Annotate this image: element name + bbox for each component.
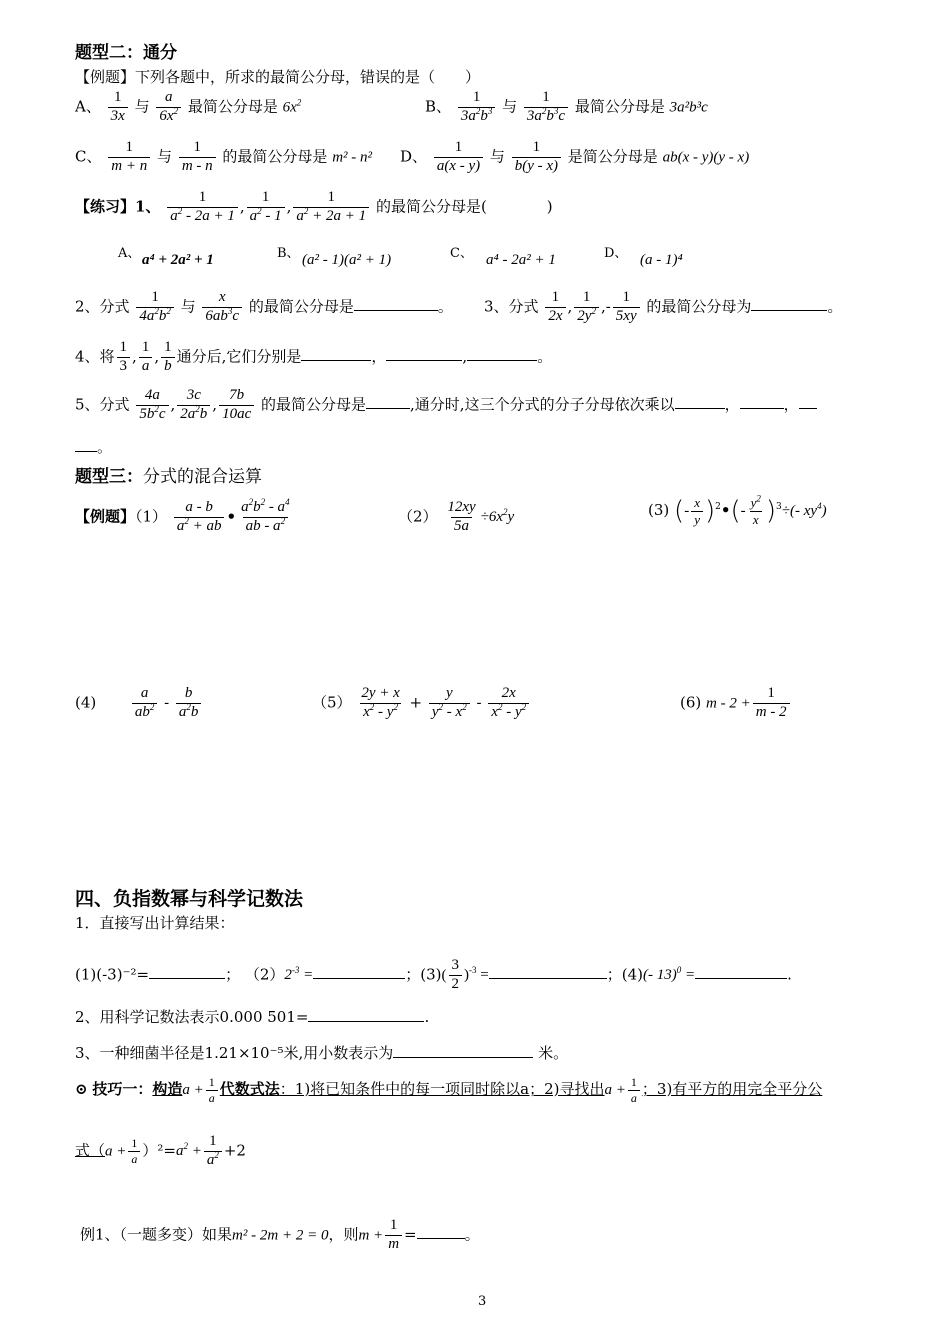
- option-c: C、 $\frac{1}{m + n}$ 与 $\frac{1}{m - n}$ 的最简公分母是 m² - n²: [75, 139, 373, 174]
- tip-formula: 式（a + $\frac{1}{a}$ ）$^2=a^2$ + $\frac{1}{a^2}$ +2: [75, 1133, 246, 1168]
- p1-option-b-value: (a² - 1)(a² + 1): [302, 252, 392, 268]
- fraction: $\frac{a}{6x^2}$: [156, 90, 181, 125]
- fraction: $\frac{a - b}{a^2 + ab}$: [174, 500, 225, 535]
- answer-blank[interactable]: [489, 964, 607, 979]
- example-1: 例1、（一题多变）如果m² - 2m + 2 = 0，则m + $\frac{1}{m}$ = 。: [80, 1217, 480, 1252]
- fraction: $\frac{12xy}{5a}$: [447, 499, 476, 534]
- fraction: $\frac{1}{m - n}$: [179, 140, 216, 175]
- answer-blank[interactable]: [393, 1043, 533, 1058]
- section4-q3: 3、一种细菌半径是1.21×10⁻⁵米,用小数表示为 米。: [75, 1044, 569, 1062]
- section2-title: 题型二：通分: [75, 43, 177, 63]
- fraction: $\frac{1}{a}$: [128, 1137, 140, 1165]
- section4-q2: 2、用科学记数法表示0.000 501= .: [75, 1008, 430, 1026]
- question-3: 3、分式 $\frac{1}{2x}$ , $\frac{1}{2y^2}$ ,- $\frac{1}{5xy}$ 的最简公分母为 。: [484, 289, 843, 324]
- p1-option-a-value: a⁴ + 2a² + 1: [142, 252, 214, 268]
- example-question: 【例题】下列各题中，所求的最简公分母，错误的是（ ）: [75, 68, 481, 86]
- option-b: B、 $\frac{1}{3a^2b^3}$ 与 $\frac{1}{3a^2b^3c}$ 最简公分母是 3a²b³c: [425, 89, 708, 124]
- fraction: $\frac{1}{a}$: [628, 1076, 640, 1104]
- fraction: $\frac{1}{b}$: [161, 340, 175, 375]
- fraction: $\frac{1}{2x}$: [545, 290, 565, 325]
- answer-blank[interactable]: [386, 346, 462, 361]
- option-a: A、 $\frac{1}{3x}$ 与 $\frac{a}{6x^2}$ 最简公分母是 $6x^2$: [75, 89, 302, 124]
- tip-icon: ⊙: [75, 1080, 88, 1099]
- fraction: $\frac{2y + x}{x^2 - y^2}$: [361, 685, 400, 720]
- p1-option-d-label: D、: [604, 246, 628, 261]
- section4-q1: 1．直接写出计算结果：: [75, 914, 235, 932]
- answer-blank[interactable]: [149, 964, 225, 979]
- fraction: $\frac{1}{a(x - y)}$: [434, 140, 483, 175]
- question-4: 4、将 $\frac{1}{3}$ , $\frac{1}{a}$ , $\frac{1}{b}$ 通分后,它们分别是 ， , 。: [75, 339, 553, 374]
- fraction: $\frac{1}{m}$: [385, 1218, 402, 1253]
- fraction: $\frac{x}{6ab^3c}$: [202, 290, 242, 325]
- fraction: $\frac{1}{a^2 - 1}$: [247, 190, 285, 225]
- question-5-continued: 。: [75, 436, 112, 457]
- fraction: $\frac{1}{3a^2b^3c}$: [524, 90, 568, 125]
- section3-example-2: （2） $\frac{12xy}{5a}$ $\div 6x^2y$: [398, 499, 515, 534]
- fraction: $\frac{2x}{x^2 - y^2}$: [488, 686, 529, 721]
- fraction: $\frac{1}{5xy}$: [613, 290, 640, 325]
- tip-heading: ⊙ 技巧一：构造a + $\frac{1}{a}$ 代数式法：1)将已知条件中的每一项同时除以a；2)寻找出a + $\frac{1}{a}$ ；3)有平方的用完全平分公: [75, 1075, 823, 1105]
- answer-blank[interactable]: [467, 346, 537, 361]
- fraction: $\frac{1}{m + n}$: [108, 140, 150, 175]
- fraction: $\frac{1}{m - 2}$: [753, 686, 790, 721]
- fraction: $\frac{1}{3}$: [117, 340, 131, 375]
- fraction: $\frac{a}{ab^2}$: [132, 686, 158, 721]
- answer-blank[interactable]: [417, 1224, 465, 1239]
- section4-title: 四、负指数幂与科学记数法: [75, 888, 304, 910]
- fraction: $\frac{y}{y^2 - x^2}$: [429, 686, 470, 721]
- question-5: 5、分式 $\frac{4a}{5b^2c}$ , $\frac{3c}{2a^2b}$ , $\frac{7b}{10ac}$ 的最简公分母是 ,通分时,这三个分式的分子分母依次乘以 ， ，: [75, 388, 817, 423]
- fraction: $\frac{7b}{10ac}$: [219, 388, 254, 423]
- answer-blank[interactable]: [675, 394, 725, 409]
- fraction: $\frac{a^2b^2 - a^4}{ab - a^2}$: [241, 497, 290, 534]
- answer-blank[interactable]: [695, 964, 787, 979]
- fraction: $\frac{3c}{2a^2b}$: [177, 388, 210, 423]
- section3-example-4: (4) $\frac{a}{ab^2}$ - $\frac{b}{a^2b}$: [75, 686, 203, 721]
- example-label: 【例题】: [75, 68, 136, 86]
- fraction: $\frac{1}{3a^2b^3}$: [458, 90, 496, 125]
- practice-1: 【练习】1、 $\frac{1}{a^2 - 2a + 1}$ , $\frac{1}{a^2 - 1}$ , $\frac{1}{a^2 + 2a + 1}$ 的最简公分母是( ): [75, 189, 553, 224]
- fraction: $\frac{1}{3x}$: [108, 90, 128, 125]
- p1-option-d-value: (a - 1)⁴: [640, 252, 683, 268]
- answer-blank[interactable]: [313, 964, 405, 979]
- section4-q1-items: (1)(-3)⁻²= ； $(2)2^{-3}$ = ；(3)( $\frac{3}{2}$ )$^{-3}$ = ；(4)(- 13)$^0$ = .: [75, 957, 792, 992]
- answer-blank[interactable]: [301, 346, 371, 361]
- fraction: $\frac{1}{b(y - x)}$: [512, 140, 561, 175]
- answer-blank[interactable]: [308, 1007, 424, 1022]
- section3-example-6: (6) m - 2 + $\frac{1}{m - 2}$: [680, 686, 792, 721]
- answer-blank[interactable]: [799, 394, 817, 409]
- fraction: $\frac{x}{y}$: [691, 496, 703, 526]
- answer-blank[interactable]: [366, 394, 410, 409]
- section3-example-3: (3) (- $\frac{x}{y}$ )$^2$•(- $\frac{y^2}{x}$ )$^3$÷(- $xy^4$): [648, 493, 827, 527]
- option-d: D、 $\frac{1}{a(x - y)}$ 与 $\frac{1}{b(y - x)}$ 是简公分母是 ab(x - y)(y - x): [400, 139, 750, 174]
- fraction: $\frac{y^2}{x}$: [750, 493, 761, 527]
- fraction: $\frac{1}{4a^2b^2}$: [136, 290, 174, 325]
- p1-option-a-label: A、: [118, 246, 141, 261]
- section3-example-1: 【例题】（1） $\frac{a - b}{a^2 + ab}$ • $\frac{a^2b^2 - a^4}{ab - a^2}$: [75, 500, 295, 535]
- fraction: $\frac{1}{a^2 - 2a + 1}$: [167, 190, 238, 225]
- fraction: $\frac{1}{a}$: [206, 1076, 218, 1104]
- fraction: $\frac{4a}{5b^2c}$: [136, 388, 168, 423]
- fraction: $\frac{1}{a}$: [139, 340, 153, 375]
- section3-title: 题型三：分式的混合运算: [75, 467, 262, 487]
- p1-option-c-label: C、: [450, 246, 473, 261]
- fraction: $\frac{3}{2}$: [449, 958, 463, 993]
- fraction: $\frac{1}{a^2}$: [204, 1134, 222, 1169]
- answer-blank[interactable]: [75, 437, 97, 452]
- p1-option-c-value: a⁴ - 2a² + 1: [486, 252, 556, 268]
- fraction: $\frac{1}{a^2 + 2a + 1}$: [293, 190, 369, 225]
- answer-blank[interactable]: [751, 296, 827, 311]
- page-number: 3: [478, 1294, 487, 1309]
- question-2: 2、分式 $\frac{1}{4a^2b^2}$ 与 $\frac{x}{6ab^3c}$ 的最简公分母是 。: [75, 289, 453, 324]
- answer-blank[interactable]: [354, 296, 438, 311]
- section3-example-5: （5） $\frac{2y + x}{x^2 - y^2}$ + $\frac{y}{y^2 - x^2}$ - $\frac{2x}{x^2 - y^2}$: [312, 686, 531, 721]
- fraction: $\frac{b}{a^2b}$: [176, 686, 202, 721]
- fraction: $\frac{1}{2y^2}$: [574, 290, 599, 325]
- answer-blank[interactable]: [740, 394, 784, 409]
- p1-option-b-label: B、: [277, 246, 300, 261]
